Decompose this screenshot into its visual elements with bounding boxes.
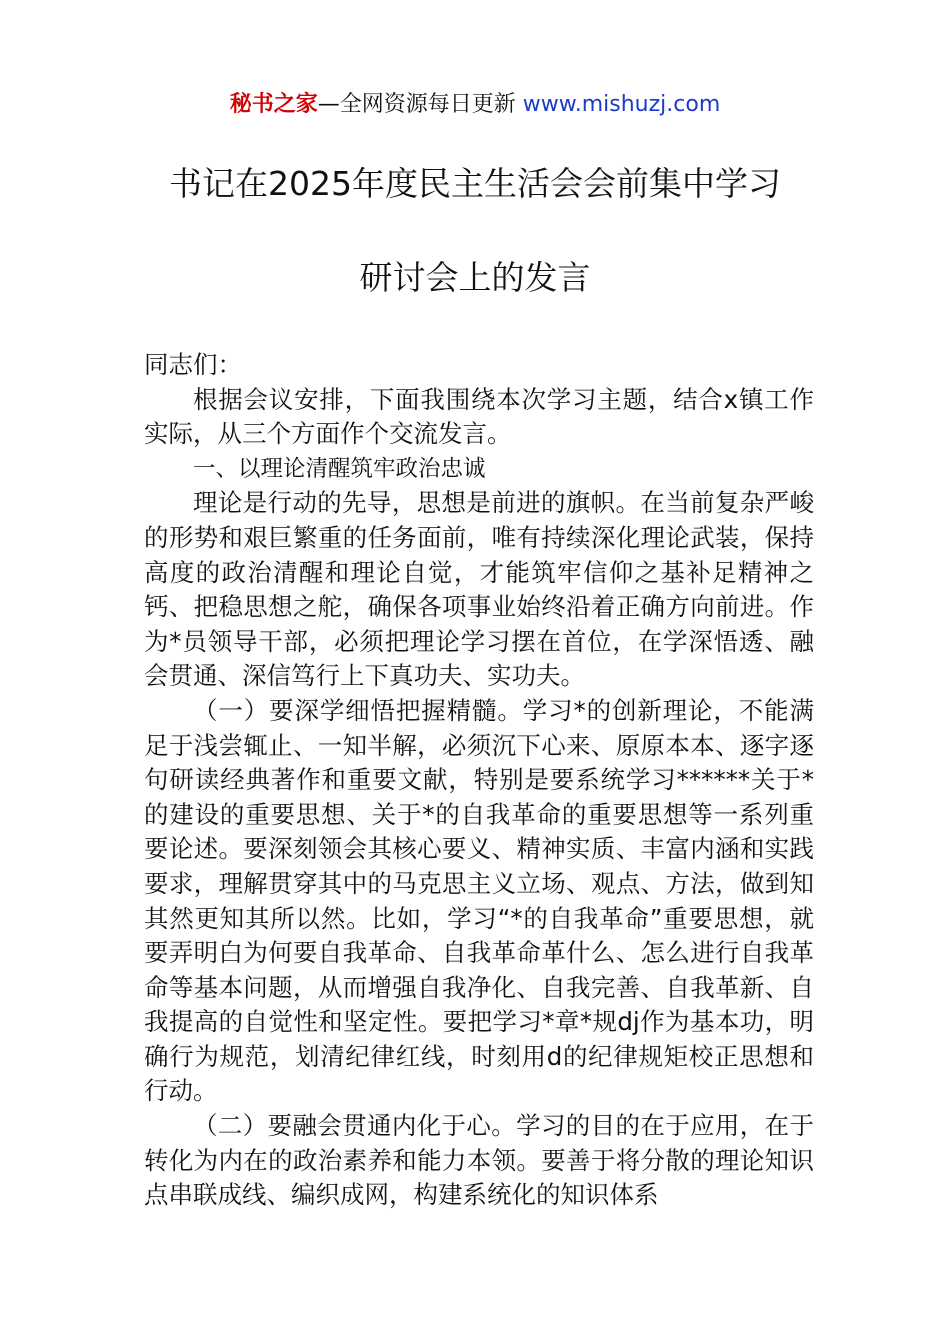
document-body bbox=[144, 348, 814, 1213]
section-heading: 一、以理论清醒筑牢政治忠诚 bbox=[193, 455, 486, 482]
body-paragraph: （二）要融会贯通内化于心。学习的目的在于应用，在于转化为内在的政治素养和能力本领。要善于将分散的理论知识点串联成线、编织成网，构建系统化的知识体系 bbox=[144, 1111, 814, 1210]
document-title-line-1: 书记在2025年度民主生活会会前集中学习 bbox=[169, 164, 781, 203]
header-brand: 秘书之家 bbox=[229, 92, 318, 117]
header-site-link[interactable]: www.mishuzj.com bbox=[522, 92, 721, 117]
greeting: 同志们： bbox=[144, 350, 242, 379]
body-paragraph: 根据会议安排，下面我围绕本次学习主题，结合x镇工作实际，从三个方面作个交流发言。 bbox=[144, 384, 814, 449]
body-paragraph: （一）要深学细悟把握精髓。学习*的创新理论，不能满足于浅尝辄止、一知半解，必须沉下心来、原原本本、逐字逐句研读经典著作和重要文献，特别是要系统学习******关于*的建设的重要思想、关于*的自我革命的重要思想等一系列重要论述。要深刻领会其核心要义、精神实质、丰富内涵和实践要求，理解贯穿其中的马克思主义立场、观点、方法，做到知其然更知其所以然。比如，学习“*的自我革命”重要思想，就要弄明白为何要自我革命、自我革命革什么、怎么进行自我革命等基本问题，从而增强自我净化、自我完善、自我革新、自我提高的自觉性和坚定性。要把学习*章*规dj作为基本功，明确行为规范，划清纪律红线，时刻用d的纪律规矩校正思想和行动。 bbox=[144, 695, 814, 1106]
body-paragraph: 理论是行动的先导，思想是前进的旗帜。在当前复杂严峻的形势和艰巨繁重的任务面前，唯有持续深化理论武装，保持高度的政治清醒和理论自觉，才能筑牢信仰之基补足精神之钙、把稳思想之舵，确保各项事业始终沿着正确方向前进。作为*员领导干部，必须把理论学习摆在首位，在学深悟透、融会贯通、深信笃行上下真功夫、实功夫。 bbox=[144, 488, 814, 691]
header-tagline: —全网资源每日更新 bbox=[317, 92, 523, 117]
document-title-line-2: 研讨会上的发言 bbox=[359, 258, 591, 297]
page-header bbox=[0, 88, 950, 122]
